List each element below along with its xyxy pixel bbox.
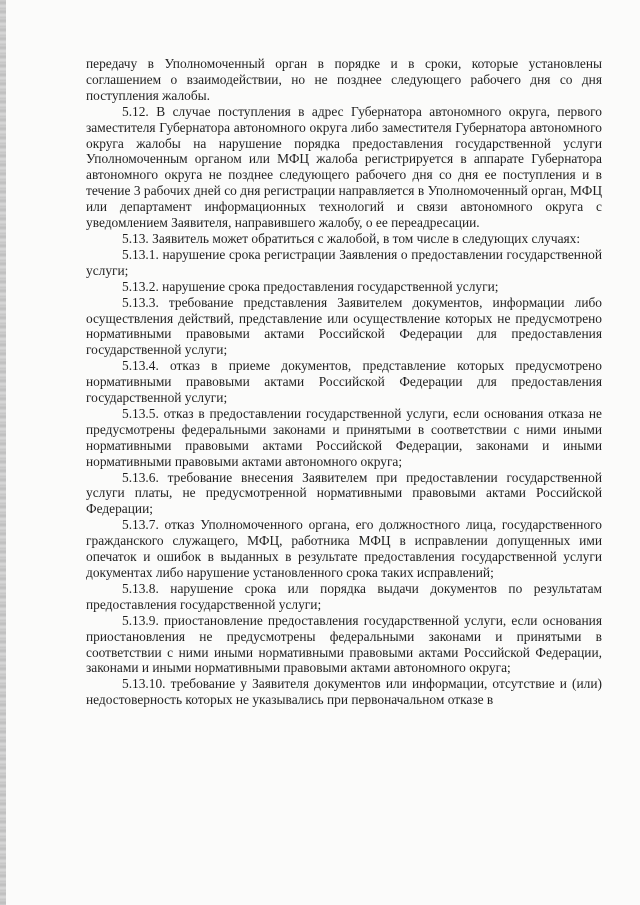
paragraph-5-12: 5.12. В случае поступления в адрес Губернатора автономного округа, первого заместителя Губернатора автономного округа либо заместителя Губернатора автономного округа жалобы на нарушение порядка предоставления государственной услуги Уполномоченным органом или МФЦ жалоба регистрируется в аппарате Губернатора автономного округа не позднее следующего рабочего дня со дня ее поступления и в течение 3 рабочих дней со дня регистрации направляется в Уполномоченный орган, МФЦ или департамент информационных технологий и связи автономного округа с уведомлением Заявителя, направившего жалобу, о ее переадресации. [86,103,602,231]
paragraph-5-13-2: 5.13.2. нарушение срока предоставления государственной услуги; [122,278,499,294]
document-page [86,56,602,708]
paragraph-5-13-7: 5.13.7. отказ Уполномоченного органа, его должностного лица, государственного гражданского служащего, МФЦ, работника МФЦ в исправлении допущенных ими опечаток и ошибок в выданных в результате предоставления государственной услуги документах либо нарушение установленного срока таких исправлений; [86,517,602,580]
paragraph-5-13-5: 5.13.5. отказ в предоставлении государственной услуги, если основания отказа не предусмотрены федеральными законами и принятыми в соответствии с ними иными нормативными правовыми актами Российской Федерации, законами и иными нормативными правовыми актами автономного округа; [86,405,602,469]
paragraph-5-13-10: 5.13.10. требование у Заявителя документов или информации, отсутствие и (или) недостоверность которых не указывались при первоначальном отказе в [86,676,602,708]
paragraph-5-13-4: 5.13.4. отказ в приеме документов, представление которых предусмотрено нормативными правовыми актами Российской Федерации для предоставления государственной услуги; [86,358,602,406]
paragraph-5-13-8: 5.13.8. нарушение срока или порядка выдачи документов по результатам предоставления государственной услуги; [86,580,602,612]
paragraph-continuation: передачу в Уполномоченный орган в порядке и в сроки, которые установлены соглашением о взаимодействии, но не позднее следующего рабочего дня со дня поступления жалобы. [86,56,602,103]
scan-edge [0,0,6,905]
paragraph-5-13: 5.13. Заявитель может обратиться с жалобой, в том числе в следующих случаях: [122,230,581,246]
paragraph-5-13-6: 5.13.6. требование внесения Заявителем при предоставлении государственной услуги платы, не предусмотренной нормативными правовыми актами Российской Федерации; [86,469,602,517]
paragraph-5-13-1: 5.13.1. нарушение срока регистрации Заявления о предоставлении государственной услуги; [86,246,602,278]
paragraph-5-13-9: 5.13.9. приостановление предоставления государственной услуги, если основания приостановления не предусмотрены федеральными законами и принятыми в соответствии с ними иными нормативными правовыми актами Российской Федерации, законами и иными нормативными правовыми актами автономного округа; [86,612,602,676]
paragraph-5-13-3: 5.13.3. требование представления Заявителем документов, информации либо осуществления действий, представление или осуществление которых не предусмотрено нормативными правовыми актами Российской Федерации для предоставления государственной услуги; [86,294,602,358]
